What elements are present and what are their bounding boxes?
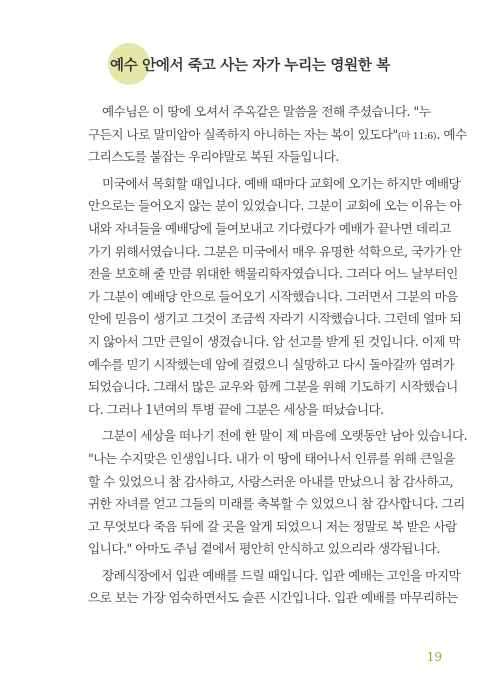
paragraph-1 — [88, 101, 467, 169]
text-line: "나는 수지맞은 인생입니다. 내가 이 땅에 태어나서 인류를 위해 큰일을 — [88, 450, 455, 466]
text-line: 지 않아서 그만 큰일이 생겼습니다. 암 선고를 받게 된 것입니다. 이제 막 — [88, 333, 461, 349]
paragraph-4 — [88, 565, 461, 610]
text-line: 고 무엇보다 죽음 뒤에 갈 곳을 알게 되었으니 저는 정말로 복 받은 사람 — [88, 518, 457, 534]
text-line: 안에 믿음이 생기고 그것이 조금씩 자라기 시작했습니다. 그런데 얼마 되 — [88, 311, 462, 327]
text-line: 귀한 자녀를 얻고 그들의 미래를 축복할 수 있었으니 참 감사합니다. 그리 — [88, 496, 465, 512]
text-line-body: 구든지 나로 말미암아 실족하지 아니하는 자는 복이 있도다" — [88, 126, 398, 142]
text-line: 입니다." 아마도 주님 곁에서 평안히 안식하고 있으리라 생각됩니다. — [88, 541, 440, 557]
text-line: 전을 보호해 줄 만큼 위대한 핵물리학자였습니다. 그러다 어느 날부터인 — [88, 266, 458, 282]
paragraph-2 — [88, 173, 462, 422]
text-line: 되었습니다. 그래서 많은 교우와 함께 그분을 위해 기도하기 시작했습니 — [88, 379, 458, 395]
body-text — [88, 101, 468, 610]
scripture-reference: (마 11:6) — [397, 130, 437, 142]
text-line: 안으로는 들어오지 않는 분이 있었습니다. 그분이 교회에 오는 이유는 아 — [88, 198, 462, 214]
text-line: 예수를 믿기 시작했는데 암에 걸렸으니 실망하고 다시 돌아갈까 염려가 — [88, 356, 455, 372]
chapter-heading: 예수 안에서 죽고 사는 자가 누리는 영원한 복 — [110, 58, 390, 74]
paragraph-3 — [88, 425, 468, 561]
text-line — [88, 124, 467, 147]
text-line: 예수님은 이 땅에 오셔서 주옥같은 말씀을 전해 주셨습니다. "누 — [102, 104, 431, 119]
text-line: 내와 자녀들을 예배당에 들여보내고 기다렸다가 예배가 끝나면 데리고 — [88, 220, 451, 236]
text-line: 장례식장에서 입관 예배를 드릴 때입니다. 입관 예배는 고인을 마지막 — [102, 567, 461, 583]
text-line: 가기 위해서였습니다. 그분은 미국에서 매우 유명한 석학으로, 국가가 안 — [88, 243, 462, 259]
text-line: 그리스도를 붙잡는 우리야말로 복된 자들입니다. — [88, 149, 339, 165]
text-line-tail: . 예수 — [436, 126, 467, 142]
text-line: 그분이 세상을 떠나기 전에 한 말이 제 마음에 오랫동안 남아 있습니다. — [102, 428, 468, 444]
text-line: 할 수 있었으니 참 감사하고, 사랑스러운 아내를 만났으니 참 감사하고, — [88, 473, 454, 489]
text-line: 미국에서 목회할 때입니다. 예배 때마다 교회에 오기는 하지만 예배당 — [102, 175, 461, 191]
page-number: 19 — [426, 650, 442, 664]
text-line: 다. 그러나 1년여의 투병 끝에 그분은 세상을 떠났습니다. — [88, 401, 384, 417]
text-line: 으로 보는 가장 엄숙하면서도 슬픈 시간입니다. 입관 예배를 마무리하는 — [88, 590, 458, 606]
text-line: 가 그분이 예배당 안으로 들어오기 시작했습니다. 그러면서 그분의 마음 — [88, 288, 458, 304]
